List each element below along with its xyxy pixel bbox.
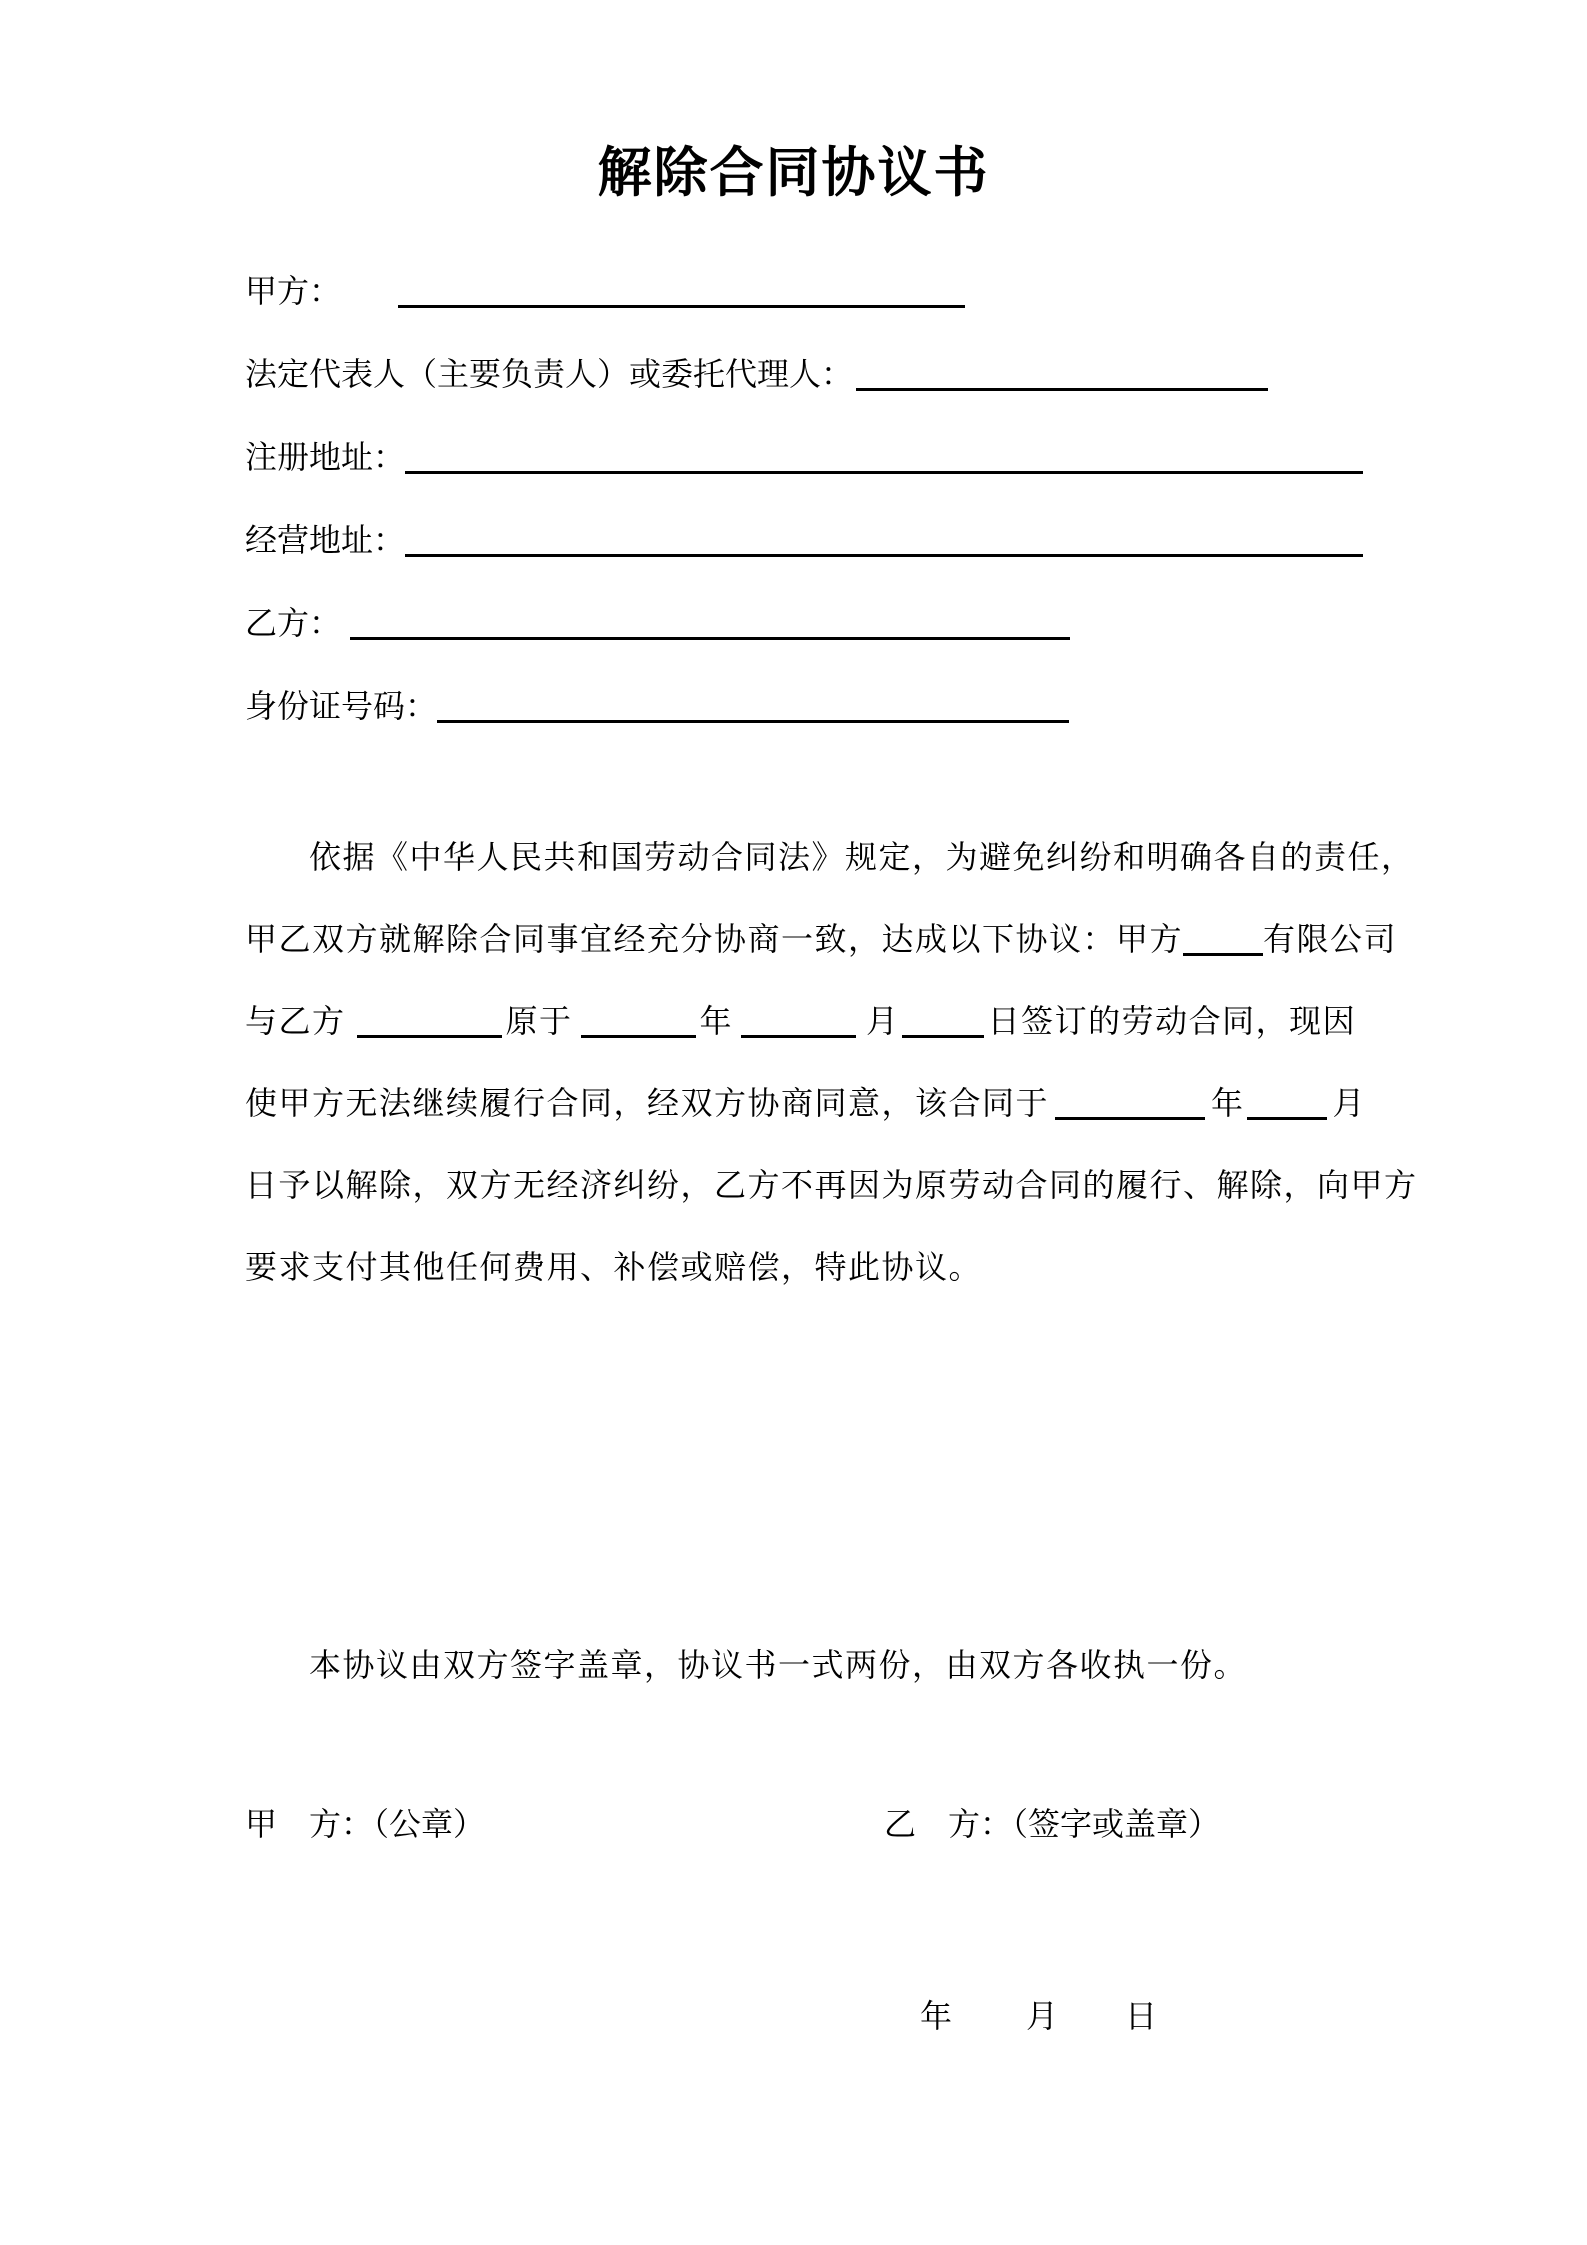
paragraph-text: 月 [1332, 1085, 1367, 1121]
form-fields [245, 250, 1365, 748]
fill-in-line [405, 523, 1363, 557]
month-label: 月 [1026, 1998, 1059, 2034]
fill-in-line [1183, 922, 1263, 956]
day-label: 日 [1125, 1998, 1158, 2034]
signature-row [245, 1799, 1375, 1843]
date-line [245, 1991, 1375, 2035]
paragraph-text: 与乙方 [245, 1003, 346, 1039]
closing-paragraph: 本协议由双方签字盖章，协议书一式两份，由双方各收执一份。 [309, 1647, 1248, 1683]
form-field-row [245, 665, 1365, 748]
paragraph-text: 月 [866, 1003, 900, 1039]
fill-in-line [357, 1004, 502, 1038]
fill-in-line [902, 1004, 984, 1038]
form-field-row [245, 499, 1365, 582]
form-field-row [245, 416, 1365, 499]
document-title: 解除合同协议书 [597, 143, 990, 203]
paragraph-text: 年 [699, 1003, 734, 1039]
fill-in-line [1055, 1086, 1205, 1120]
paragraph-text: 甲乙双方就解除合同事宜经充分协商一致，达成以下协议：甲方 [245, 921, 1184, 957]
paragraph-line [245, 1226, 1375, 1308]
paragraph-text: 要求支付其他任何费用、补偿或赔偿，特此协议。 [245, 1249, 983, 1285]
party-b-signature-label: 乙 方：（签字或盖章） [884, 1806, 1221, 1842]
paragraph-text: 年 [1211, 1085, 1245, 1121]
field-label: 身份证号码： [245, 688, 438, 724]
form-field-row [245, 333, 1365, 416]
paragraph-line [245, 816, 1415, 898]
form-field-row [245, 250, 1365, 333]
fill-in-line [856, 357, 1268, 391]
field-label: 经营地址： [245, 522, 406, 558]
field-label: 注册地址： [245, 439, 406, 475]
fill-in-line [1247, 1086, 1327, 1120]
paragraph-text: 依据《中华人民共和国劳动合同法》规定，为避免纠纷和明确各自的责任， [309, 839, 1415, 875]
form-field-row [245, 582, 1365, 665]
fill-in-line [437, 689, 1069, 723]
paragraph-line [245, 898, 1398, 980]
field-label: 甲方： [245, 273, 342, 309]
field-label: 法定代表人（主要负责人）或委托代理人： [245, 356, 854, 392]
fill-in-line [350, 606, 1070, 640]
party-a-signature-label: 甲 方：（公章） [245, 1806, 486, 1842]
paragraph-text: 日签订的劳动合同，现因 [987, 1003, 1357, 1039]
paragraph-line [245, 1062, 1375, 1144]
paragraph-text: 原于 [505, 1003, 573, 1039]
year-label: 年 [920, 1998, 953, 2034]
field-label: 乙方： [245, 605, 342, 641]
paragraph-text: 有限公司 [1263, 921, 1398, 957]
paragraph-text: 使甲方无法继续履行合同，经双方协商同意，该合同于 [245, 1085, 1050, 1121]
body-paragraph [245, 816, 1418, 1308]
paragraph-line [245, 980, 1375, 1062]
fill-in-line [581, 1004, 696, 1038]
fill-in-line [405, 440, 1363, 474]
paragraph-text: 日予以解除，双方无经济纠纷，乙方不再因为原劳动合同的履行、解除，向甲方 [245, 1167, 1418, 1203]
fill-in-line [398, 274, 965, 308]
paragraph-line [245, 1144, 1418, 1226]
fill-in-line [741, 1004, 856, 1038]
